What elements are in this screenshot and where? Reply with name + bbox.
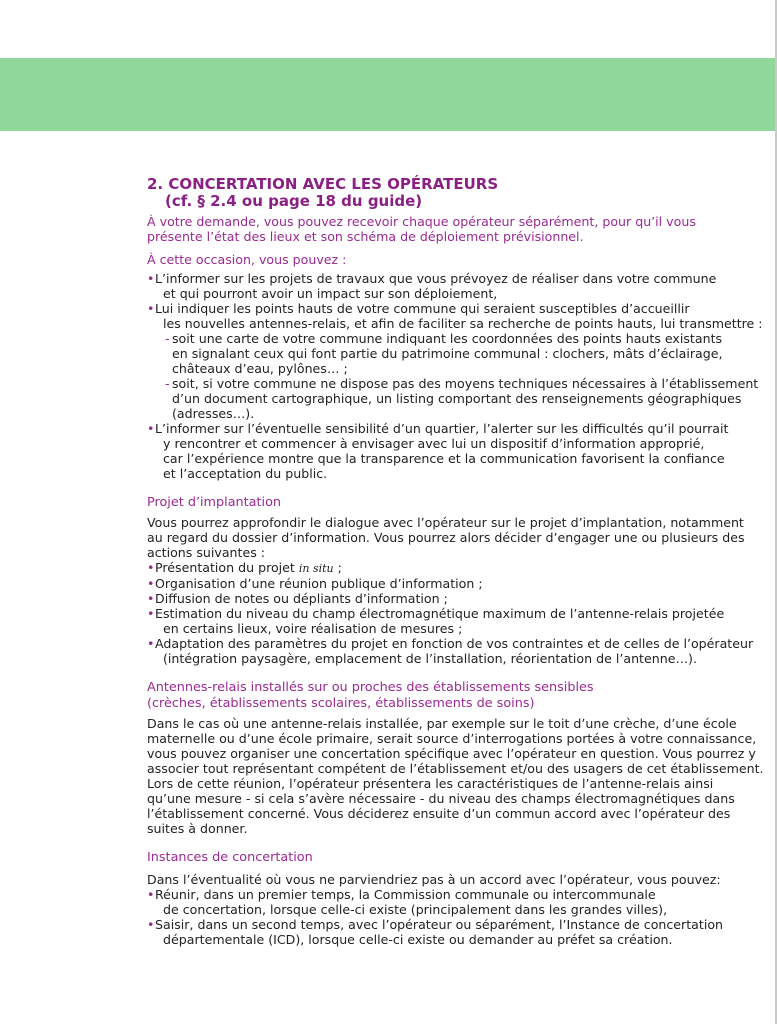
bullet-icon: • — [147, 576, 155, 591]
sub-list-item — [147, 331, 777, 376]
list-item-text: ; — [333, 560, 342, 575]
list-item-text: départementale (ICD), lorsque celle-ci existe ou demander au préfet sa création. — [163, 932, 673, 947]
bullet-icon: • — [147, 421, 155, 436]
projet-heading: Projet d’implantation — [147, 495, 282, 510]
section-title-line1: 2. CONCERTATION AVEC LES OPÉRATEURS — [147, 175, 499, 193]
paragraph-line: associer tout représentant compétent de l’établissement et/ou des usagers de cet établissement. — [147, 761, 764, 776]
list-item — [147, 591, 777, 606]
bullet-icon: • — [147, 917, 155, 932]
list-item-text: L’informer sur les projets de travaux que vous prévoyez de réaliser dans votre commune — [155, 271, 717, 286]
list-item-text: Lui indiquer les points hauts de votre commune qui seraient susceptibles d’accueillir — [155, 301, 690, 316]
intro-paragraph — [147, 214, 777, 244]
paragraph-line: maternelle ou d’une école primaire, serait source d’interrogations portées à votre connaissance, — [147, 731, 757, 746]
sub-list-item-text: châteaux d’eau, pylônes… ; — [172, 361, 348, 376]
list-item-text: et l’acceptation du public. — [163, 466, 328, 481]
list-item-text: les nouvelles antennes-relais, et afin de faciliter sa recherche de points hauts, lui transmettre : — [163, 316, 763, 331]
list-item — [147, 560, 777, 576]
antennes-heading — [147, 680, 777, 712]
paragraph-line: Vous pourrez approfondir le dialogue avec l’opérateur sur le projet d’implantation, notamment — [147, 515, 744, 530]
list-item — [147, 917, 777, 947]
section-title — [147, 176, 777, 210]
list-item-text: (intégration paysagère, emplacement de l’installation, réorientation de l’antenne…). — [163, 651, 697, 666]
list-item-text: en certains lieux, voire réalisation de mesures ; — [163, 621, 463, 636]
paragraph-line: l’établissement concerné. Vous déciderez ensuite d’un commun accord avec l’opérateur des — [147, 806, 731, 821]
dash-icon: - — [165, 331, 170, 346]
bullet-icon: • — [147, 591, 155, 606]
paragraph-line: suites à donner. — [147, 821, 248, 836]
list-item — [147, 271, 777, 301]
paragraph-line: qu’une mesure - si cela s’avère nécessaire - du niveau des champs électromagnétiques dans — [147, 791, 735, 806]
header-band — [0, 58, 775, 131]
list-item — [147, 887, 777, 917]
list-item-text: et qui pourront avoir un impact sur son déploiement, — [163, 286, 498, 301]
bullet-icon: • — [147, 606, 155, 621]
heading-line: Antennes-relais installés sur ou proches des établissements sensibles — [147, 680, 594, 695]
list-item — [147, 421, 777, 481]
list-item-text: Saisir, dans un second temps, avec l’opérateur ou séparément, l’Instance de concertation — [155, 917, 724, 932]
list-item-text: Estimation du niveau du champ électromagnétique maximum de l’antenne-relais projetée — [155, 606, 725, 621]
sub-list-item — [147, 376, 777, 421]
projet-actions-list — [147, 560, 777, 666]
list-item-text: car l’expérience montre que la transparence et la communication favorisent la confiance — [163, 451, 725, 466]
instances-list — [147, 887, 777, 947]
list-item-text: L’informer sur l’éventuelle sensibilité d’un quartier, l’alerter sur les difficultés qu’il pourrait — [155, 421, 729, 436]
list-item-text: Adaptation des paramètres du projet en fonction de vos contraintes et de celles de l’opérateur — [155, 636, 754, 651]
bullet-icon: • — [147, 887, 155, 902]
paragraph-line: vous pouvez organiser une concertation spécifique avec l’opérateur en question. Vous pourrez y — [147, 746, 756, 761]
dash-icon: - — [165, 376, 170, 391]
bullet-icon: • — [147, 301, 155, 316]
list-item — [147, 301, 777, 331]
list-item — [147, 636, 777, 666]
list-item-text: de concertation, lorsque celle-ci existe (principalement dans les grandes villes), — [163, 902, 668, 917]
list-item-text: Organisation d’une réunion publique d’information ; — [155, 576, 483, 591]
projet-paragraph — [147, 515, 777, 560]
antennes-paragraph — [147, 716, 777, 836]
bullet-icon: • — [147, 560, 155, 575]
instances-heading: Instances de concertation — [147, 850, 313, 865]
sub-list-item-text: (adresses…). — [172, 406, 255, 421]
document-body — [147, 176, 777, 947]
occasion-label: À cette occasion, vous pouvez : — [147, 252, 347, 267]
sub-list-item-text: soit, si votre commune ne dispose pas des moyens techniques nécessaires à l’établissement — [172, 376, 759, 391]
heading-line: (crèches, établissements scolaires, établissements de soins) — [147, 696, 535, 711]
paragraph-line: Dans le cas où une antenne-relais installée, par exemple sur le toit d’une crèche, d’une école — [147, 716, 737, 731]
sub-list-item-text: d’un document cartographique, un listing comportant des renseignements géographiques — [172, 391, 742, 406]
list-item-text: Réunir, dans un premier temps, la Commission communale ou intercommunale — [155, 887, 656, 902]
instances-intro: Dans l’éventualité où vous ne parviendriez pas à un accord avec l’opérateur, vous pouvez: — [147, 872, 721, 887]
sub-list-item-text: en signalant ceux qui font partie du patrimoine communal : clochers, mâts d’éclairage, — [172, 346, 723, 361]
in-situ-text: in situ — [298, 562, 334, 575]
paragraph-line: au regard du dossier d’information. Vous pourrez alors décider d’engager une ou plusieurs des — [147, 530, 745, 545]
bullet-icon: • — [147, 271, 155, 286]
paragraph-line: Lors de cette réunion, l’opérateur présentera les caractéristiques de l’antenne-relais ainsi — [147, 776, 714, 791]
list-item — [147, 576, 777, 591]
intro-line: présente l’état des lieux et son schéma de déploiement prévisionnel. — [147, 229, 584, 244]
occasion-list — [147, 271, 777, 481]
bullet-icon: • — [147, 636, 155, 651]
list-item-text: Présentation du projet — [155, 560, 299, 575]
intro-line: À votre demande, vous pouvez recevoir chaque opérateur séparément, pour qu’il vous — [147, 214, 696, 229]
list-item-text: Diffusion de notes ou dépliants d’information ; — [155, 591, 448, 606]
section-title-reference: (cf. § 2.4 ou page 18 du guide) — [165, 192, 423, 210]
paragraph-line: actions suivantes : — [147, 545, 266, 560]
sub-list-item-text: soit une carte de votre commune indiquant les coordonnées des points hauts existants — [172, 331, 723, 346]
list-item-text: y rencontrer et commencer à envisager avec lui un dispositif d’information approprié, — [163, 436, 705, 451]
list-item — [147, 606, 777, 636]
